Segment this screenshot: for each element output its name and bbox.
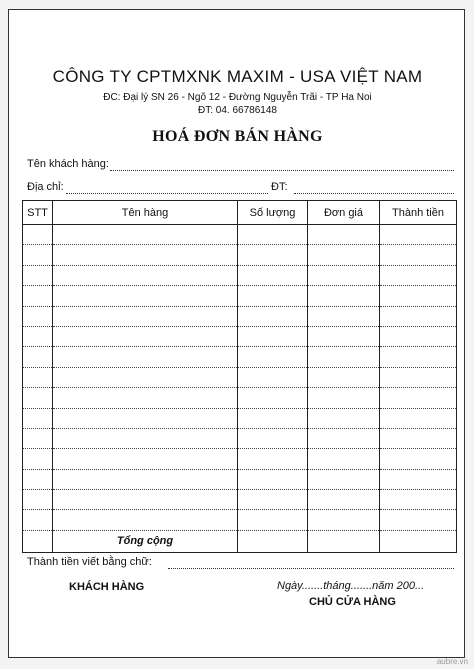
table-cell[interactable]: [23, 367, 53, 387]
table-cell[interactable]: [380, 449, 457, 469]
table-cell[interactable]: [238, 469, 308, 489]
table-cell[interactable]: [308, 245, 380, 265]
table-cell[interactable]: [23, 469, 53, 489]
table-cell[interactable]: [238, 225, 308, 245]
table-cell[interactable]: [53, 510, 238, 530]
table-cell[interactable]: [238, 408, 308, 428]
invoice-page: [8, 9, 465, 658]
table-cell[interactable]: [53, 388, 238, 408]
table-row: [23, 408, 457, 428]
company-phone: ĐT: 04. 66786148: [198, 105, 277, 116]
table-cell[interactable]: [308, 326, 380, 346]
table-row: [23, 306, 457, 326]
table-cell[interactable]: [238, 265, 308, 285]
customer-name-line[interactable]: [110, 170, 454, 171]
address-label: Địa chỉ:: [27, 181, 64, 193]
table-cell[interactable]: [53, 225, 238, 245]
phone-label: ĐT:: [271, 181, 288, 193]
table-cell[interactable]: [53, 449, 238, 469]
table-cell[interactable]: [53, 490, 238, 510]
table-cell[interactable]: [308, 265, 380, 285]
table-cell[interactable]: [308, 510, 380, 530]
table-row: [23, 428, 457, 448]
table-cell[interactable]: [53, 306, 238, 326]
table-row: [23, 225, 457, 245]
watermark: aubre.vn: [436, 657, 468, 666]
table-cell[interactable]: [308, 449, 380, 469]
col-header-amount: Thành tiền: [380, 201, 457, 225]
table-row: [23, 469, 457, 489]
amount-in-words-label: Thành tiền viết bằng chữ:: [27, 556, 152, 568]
table-cell[interactable]: [23, 449, 53, 469]
table-cell[interactable]: [308, 286, 380, 306]
table-cell[interactable]: [53, 408, 238, 428]
table-cell[interactable]: [380, 286, 457, 306]
table-cell[interactable]: [23, 306, 53, 326]
table-cell[interactable]: [23, 347, 53, 367]
table-row: [23, 265, 457, 285]
table-cell[interactable]: [308, 469, 380, 489]
table-cell[interactable]: [380, 388, 457, 408]
company-name: CÔNG TY CPTMXNK MAXIM - USA VIỆT NAM: [52, 67, 423, 86]
table-cell[interactable]: [308, 490, 380, 510]
total-cell[interactable]: [380, 530, 457, 552]
table-cell[interactable]: [23, 388, 53, 408]
table-cell[interactable]: [238, 367, 308, 387]
company-address: ĐC: Đại lý SN 26 - Ngõ 12 - Đường Nguyễn Trãi - TP Ha Noi: [103, 92, 372, 103]
invoice-title: HOÁ ĐƠN BÁN HÀNG: [152, 128, 323, 145]
table-cell[interactable]: [238, 428, 308, 448]
table-cell[interactable]: [23, 245, 53, 265]
table-cell[interactable]: [380, 408, 457, 428]
table-cell[interactable]: [308, 408, 380, 428]
table-row: [23, 367, 457, 387]
table-cell[interactable]: [380, 265, 457, 285]
store-owner-signature-label: CHỦ CỬA HÀNG: [309, 596, 396, 608]
table-cell[interactable]: [380, 510, 457, 530]
col-header-stt: STT: [23, 201, 53, 225]
total-cell[interactable]: [308, 530, 380, 552]
address-line[interactable]: [66, 193, 268, 194]
table-cell[interactable]: [380, 367, 457, 387]
customer-name-label: Tên khách hàng:: [27, 158, 109, 170]
col-header-unit-price: Đơn giá: [308, 201, 380, 225]
phone-line[interactable]: [294, 193, 454, 194]
table-cell[interactable]: [238, 326, 308, 346]
date-line: Ngày.......tháng.......năm 200...: [277, 580, 425, 592]
table-cell[interactable]: [23, 265, 53, 285]
table-cell[interactable]: [53, 265, 238, 285]
table-cell[interactable]: [53, 347, 238, 367]
table-row: [23, 490, 457, 510]
table-cell[interactable]: [53, 367, 238, 387]
table-cell[interactable]: [23, 490, 53, 510]
table-cell[interactable]: [53, 326, 238, 346]
table-cell[interactable]: [308, 306, 380, 326]
table-row: [23, 449, 457, 469]
table-cell[interactable]: [380, 326, 457, 346]
total-cell[interactable]: [23, 530, 53, 552]
table-header-row: [23, 201, 457, 225]
table-cell[interactable]: [308, 347, 380, 367]
table-cell[interactable]: [238, 490, 308, 510]
table-cell[interactable]: [23, 408, 53, 428]
table-row: [23, 245, 457, 265]
table-cell[interactable]: [23, 225, 53, 245]
table-cell[interactable]: [308, 367, 380, 387]
col-header-quantity: Số lượng: [238, 201, 308, 225]
table-cell[interactable]: [308, 225, 380, 245]
table-cell[interactable]: [380, 245, 457, 265]
table-row: [23, 347, 457, 367]
table-cell[interactable]: [238, 347, 308, 367]
table-cell[interactable]: [380, 428, 457, 448]
col-header-item-name: Tên hàng: [53, 201, 238, 225]
table-cell[interactable]: [238, 306, 308, 326]
table-cell[interactable]: [380, 490, 457, 510]
table-cell[interactable]: [23, 428, 53, 448]
items-table: [22, 200, 457, 553]
table-cell[interactable]: [308, 428, 380, 448]
total-label: Tổng cộng: [53, 530, 238, 552]
customer-signature-label: KHÁCH HÀNG: [69, 581, 145, 593]
table-cell[interactable]: [23, 510, 53, 530]
table-cell[interactable]: [238, 510, 308, 530]
table-row: [23, 286, 457, 306]
table-cell[interactable]: [380, 306, 457, 326]
table-cell[interactable]: [53, 469, 238, 489]
table-cell[interactable]: [238, 388, 308, 408]
table-cell[interactable]: [308, 388, 380, 408]
table-cell[interactable]: [53, 286, 238, 306]
table-cell[interactable]: [23, 286, 53, 306]
table-cell[interactable]: [380, 469, 457, 489]
amount-in-words-line[interactable]: [168, 568, 454, 569]
table-cell[interactable]: [380, 347, 457, 367]
table-cell[interactable]: [238, 449, 308, 469]
table-row: [23, 326, 457, 346]
table-cell[interactable]: [53, 428, 238, 448]
total-cell[interactable]: [238, 530, 308, 552]
table-cell[interactable]: [53, 245, 238, 265]
table-cell[interactable]: [23, 326, 53, 346]
total-row: [23, 530, 457, 552]
table-cell[interactable]: [238, 245, 308, 265]
table-row: [23, 510, 457, 530]
table-cell[interactable]: [238, 286, 308, 306]
table-row: [23, 388, 457, 408]
table-cell[interactable]: [380, 225, 457, 245]
